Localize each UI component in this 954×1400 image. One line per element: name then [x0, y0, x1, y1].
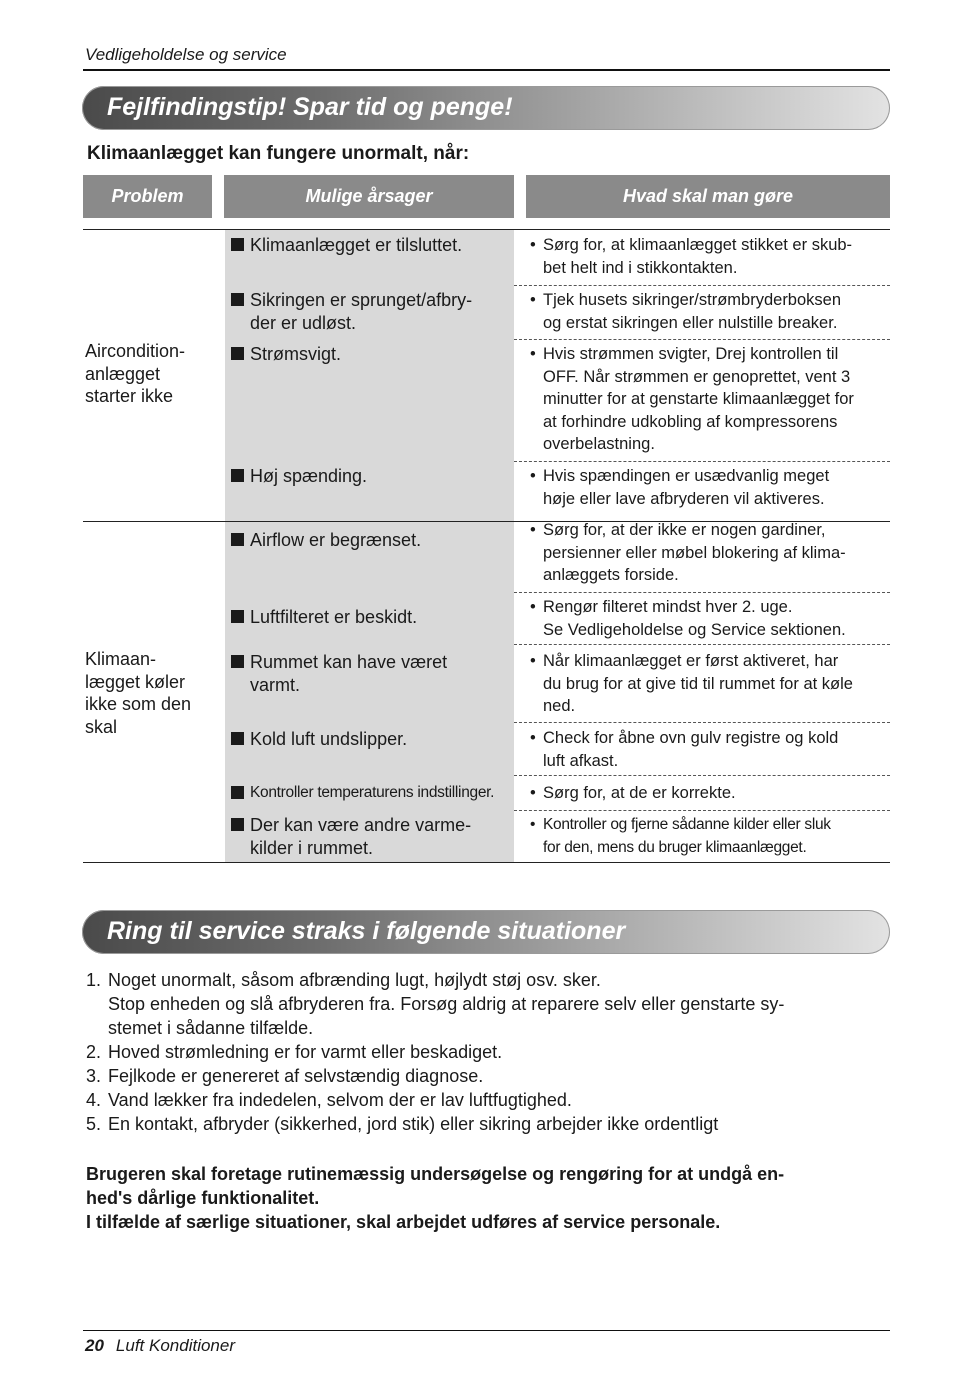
service-banner: [82, 910, 890, 954]
action-text: Check for åbne ovn gulv registre og kold luft afkast.: [543, 729, 839, 770]
bullet-icon: •: [530, 598, 536, 616]
problem-text: Aircondition- anlægget starter ikke: [85, 341, 186, 406]
running-header: Vedligeholdelse og service: [85, 45, 287, 64]
bullet-icon: •: [530, 784, 536, 802]
cause-cell: [231, 651, 509, 696]
footer-rule: [83, 1330, 890, 1331]
action-text: Tjek husets sikringer/strømbryderboksen og erstat sikringen eller nulstille breaker.: [543, 291, 842, 332]
problem-text: Klimaan- lægget køler ikke som den skal: [85, 649, 192, 737]
row-divider: [514, 285, 890, 286]
action-cell: [530, 782, 890, 805]
square-bullet-icon: [231, 786, 244, 799]
action-text: Sørg for, at de er korrekte.: [543, 784, 736, 802]
cause-text: Rummet kan have været varmt.: [250, 652, 448, 695]
square-bullet-icon: [231, 293, 244, 306]
list-text: En kontakt, afbryder (sikkerhed, jord stik) eller sikring arbejder ikke ordentligt: [108, 1114, 719, 1134]
list-number: 4.: [86, 1090, 102, 1110]
list-text: Vand lækker fra indedelen, selvom der er lav luftfugtighed.: [108, 1090, 572, 1110]
problem-cell: [85, 648, 215, 738]
list-item: [86, 1040, 876, 1064]
cause-cell: [231, 782, 509, 805]
action-text: Sørg for, at klimaanlægget stikket er skub- bet helt ind i stikkontakten.: [543, 236, 853, 277]
maintenance-note: Brugeren skal foretage rutinemæssig undersøgelse og rengøring for at undgå en- hed's dårlige funktionalitet. I tilfælde af særlige situationer, skal arbejdet udføres af service personale.: [86, 1164, 785, 1232]
cause-cell: [231, 465, 509, 488]
list-number: 1.: [86, 970, 102, 990]
square-bullet-icon: [231, 238, 244, 251]
list-item: [86, 1112, 876, 1136]
square-bullet-icon: [231, 732, 244, 745]
service-title: Ring til service straks i følgende situationer: [107, 917, 626, 945]
action-cell: [530, 343, 890, 456]
bullet-icon: •: [530, 291, 536, 309]
list-number: 3.: [86, 1066, 102, 1086]
cause-text: Kontroller temperaturens indstillinger.: [250, 784, 495, 801]
list-text: Fejlkode er genereret af selvstændig diagnose.: [108, 1066, 484, 1086]
troubleshooting-banner: [82, 86, 890, 130]
action-cell: [530, 234, 890, 279]
list-item: [86, 1064, 876, 1088]
page-number: 20: [85, 1336, 104, 1355]
cause-text: Airflow er begrænset.: [250, 530, 422, 550]
row-divider: [514, 592, 890, 593]
action-text: Hvis strømmen svigter, Drej kontrollen til OFF. Når strømmen er genoprettet, vent 3 minutter for at genstarte klimaanlægget for at forhindre udkobling af kompressorens overbelastning.: [543, 345, 854, 453]
problem-cell: [85, 340, 215, 408]
action-text: Sørg for, at der ikke er nogen gardiner, persienner eller møbel blokering af klima- anlæggets forside.: [543, 521, 846, 584]
row-divider: [514, 722, 890, 723]
bullet-icon: •: [530, 816, 536, 833]
header-rule: [83, 69, 890, 71]
table-bottom-rule: [83, 862, 890, 863]
action-cell: [530, 596, 890, 641]
row-divider: [514, 810, 890, 811]
action-cell: [530, 289, 890, 334]
cause-cell: [231, 814, 509, 859]
action-text: Rengør filteret mindst hver 2. uge. Se Vedligeholdelse og Service sektionen.: [543, 598, 846, 639]
list-text: Noget unormalt, såsom afbrænding lugt, højlydt støj osv. sker. Stop enheden og slå afbryderen fra. Forsøg aldrig at reparere selv eller genstarte sy- stemet i sådanne tilfælde.: [108, 970, 785, 1038]
action-cell: [530, 727, 890, 772]
action-cell: [530, 465, 890, 510]
list-number: 5.: [86, 1114, 102, 1134]
row-divider: [514, 644, 890, 645]
square-bullet-icon: [231, 655, 244, 668]
cause-text: Sikringen er sprunget/afbry- der er udløst.: [250, 290, 473, 333]
table-intro-heading: Klimaanlægget kan fungere unormalt, når:: [87, 143, 470, 164]
action-cell: [530, 519, 890, 587]
cause-text: Klimaanlægget er tilsluttet.: [250, 235, 463, 255]
cause-cell: [231, 234, 509, 257]
action-cell: [530, 650, 890, 718]
cause-text: Kold luft undslipper.: [250, 729, 408, 749]
row-divider: [514, 775, 890, 776]
cause-cell: [231, 606, 509, 629]
square-bullet-icon: [231, 347, 244, 360]
bullet-icon: •: [530, 521, 536, 539]
bullet-icon: •: [530, 652, 536, 670]
cause-cell: [231, 289, 509, 334]
square-bullet-icon: [231, 533, 244, 546]
action-text: Når klimaanlægget er først aktiveret, har du brug for at give tid til rummet for at køle ned.: [543, 652, 853, 715]
list-item: [86, 968, 876, 1040]
list-item: [86, 1088, 876, 1112]
action-text: Hvis spændingen er usædvanlig meget høje eller lave afbryderen vil aktiveres.: [543, 467, 830, 508]
action-text: Kontroller og fjerne sådanne kilder eller sluk for den, mens du bruger klimaanlægget.: [543, 816, 831, 856]
row-divider: [514, 461, 890, 462]
list-number: 2.: [86, 1042, 102, 1062]
troubleshooting-title: Fejlfindingstip! Spar tid og penge!: [107, 93, 513, 121]
service-situations-list: [86, 968, 876, 1136]
bullet-icon: •: [530, 467, 536, 485]
square-bullet-icon: [231, 610, 244, 623]
bullet-icon: •: [530, 345, 536, 363]
bullet-icon: •: [530, 729, 536, 747]
action-cell: [530, 814, 890, 859]
column-header-problem: Problem: [83, 175, 212, 218]
cause-text: Høj spænding.: [250, 466, 368, 486]
table-rule: [83, 229, 890, 230]
cause-cell: [231, 343, 509, 366]
row-divider: [514, 339, 890, 340]
cause-text: Luftfilteret er beskidt.: [250, 607, 418, 627]
square-bullet-icon: [231, 469, 244, 482]
column-header-action: Hvad skal man gøre: [526, 175, 890, 218]
cause-cell: [231, 728, 509, 751]
square-bullet-icon: [231, 818, 244, 831]
cause-text: Strømsvigt.: [250, 344, 342, 364]
bullet-icon: •: [530, 236, 536, 254]
cause-cell: [231, 529, 509, 552]
page-footer: [85, 1336, 235, 1356]
footer-title: Luft Konditioner: [115, 1336, 236, 1355]
cause-text: Der kan være andre varme- kilder i rummet.: [250, 815, 472, 858]
column-header-causes: Mulige årsager: [224, 175, 514, 218]
list-text: Hoved strømledning er for varmt eller beskadiget.: [108, 1042, 503, 1062]
